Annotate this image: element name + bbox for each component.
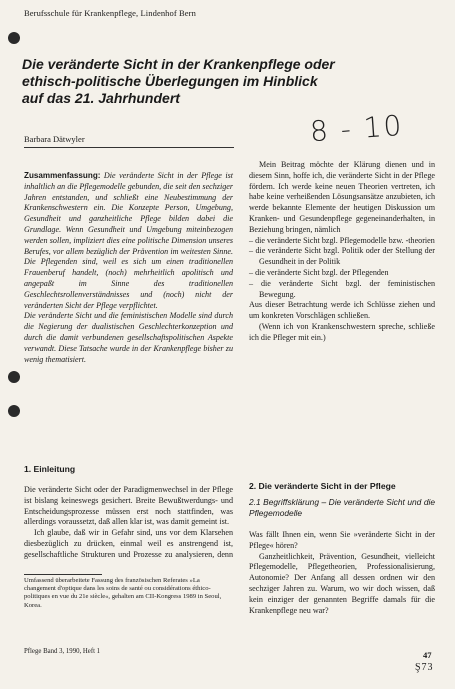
footnote: Umfassend überarbeitete Fassung des französischen Referates »La changement d'optique dans les soins de santé ou considérations éthico-politiques en vue du 21e siècle«, gehalten am CII-Kongress 1989 in Seoul, Korea. (24, 577, 222, 609)
section-1-paragraph-3: Mein Beitrag möchte der Klärung dienen und in diesem Sinn, hoffe ich, die veränderte Sicht in der Pflege fördern. Ich werde keine neuen Theorien vertreten, ich habe keine verheißenden Lösungsansätze anzubieten, ich werde bekannte Elemente der heutigen Diskussion um Kranken- und Gesundenpflege gegeneinanderhalten, in Beziehung bringen, nämlich (249, 160, 435, 234)
section-1-paragraph-4: Aus dieser Betrachtung werde ich Schlüsse ziehen und um konkreten Vorschlägen schließen. (249, 300, 435, 321)
handwritten-page-note: 8 - 10 (308, 108, 405, 149)
punch-hole-icon (8, 405, 20, 417)
punch-hole-icon (8, 32, 20, 44)
page-stamp: Ş73 (415, 662, 434, 673)
section-1-body-left (24, 485, 233, 560)
list-item: – die veränderte Sicht bzgl. der Pflegenden (249, 267, 389, 277)
section-1-paragraph-2: Ich glaube, daß wir in Gefahr sind, uns vor dem Klarsehen diesbezüglich zu drücken, einmal weil es anstrengend ist, gesellschaftliche Strukturen und Prozesse zu analysieren, denn (24, 528, 233, 559)
section-1-heading: 1. Einleitung (24, 464, 76, 474)
section-2-paragraph-2: Ganzheitlichkeit, Prävention, Gesundheit, vielleicht Pflegemodelle, Pflegetheorien, Professionalisierung, Autonomie? Der Anfang all dessen ordnen wir den sechziger Jahren zu. Warum, wo wir doch wissen, daß kein einziger der genannten Begriffe damals für die Krankenpflege neu war? (249, 551, 435, 615)
title-line-1: Die veränderte Sicht in der Krankenpflege oder (22, 56, 335, 72)
title-line-3: auf das 21. Jahrhundert (22, 90, 180, 106)
footnote-divider (24, 574, 102, 575)
section-2-paragraph-1: Was fällt Ihnen ein, wenn Sie »veränderte Sicht in der Pflege« hören? (249, 530, 435, 550)
perspective-list (249, 236, 435, 301)
title-divider (24, 147, 234, 148)
author-name: Barbara Dätwyler (24, 134, 85, 144)
section-1-body-right (249, 160, 435, 344)
section-2-subheading: 2.1 Begriffsklärung – Die veränderte Sicht und die Pflegemodelle (249, 497, 435, 518)
section-1-paragraph-5: (Wenn ich von Krankenschwestern spreche, schließe ich die Pfleger mit ein.) (249, 321, 435, 342)
section-2-heading: 2. Die veränderte Sicht in der Pflege (249, 481, 396, 491)
header-school-line: Berufsschule für Krankenpflege, Lindenhof Bern (24, 8, 196, 18)
abstract-paragraph-2: Die veränderte Sicht und die feministischen Modelle sind durch die Negierung der dualistischen Geschlechterkonzeption und durch die damit verbundenen gesellschaftspolitischen Aspekte verwandt. Diese Tatsache wurde in der Krankenpflege bisher zu wenig thematisiert. (24, 311, 233, 364)
abstract-lead: Zusammenfassung: (24, 171, 101, 180)
page-number: 47 (423, 650, 432, 660)
journal-reference: Pflege Band 3, 1990, Heft 1 (24, 648, 101, 655)
article-title (22, 56, 382, 107)
list-item: – die veränderte Sicht bzgl. Pflegemodelle bzw. -theorien (249, 235, 435, 245)
list-item: – die veränderte Sicht bzgl. Politik oder der Stellung der Gesundheit in der Politik (249, 246, 435, 267)
punch-hole-icon (8, 371, 20, 383)
section-2-body (249, 530, 435, 616)
abstract-block (24, 171, 233, 365)
list-item: – die veränderte Sicht bzgl. der feministischen Bewegung. (249, 278, 435, 299)
abstract-paragraph-1: Die veränderte Sicht in der Pflege ist inhaltlich an die Pflegemodelle gebunden, die seit den sechziger Jahren entstanden, und schließt eine Neubestimmung der Krankenschwestern ein. Die Konzepte Person, Umgebung, Gesundheit und ganzheitliche Pflege bilden dabei die Grundlage. Wenn Gesundheit und Umgebung miteinbezogen werden sollen, impliziert dies eine politische Dimension unseres Berufes, vor allem bezüglich der Prävention im weitesten Sinne. Die Pflegenden sind, weil es sich um einen traditionellen Frauenberuf handelt, (noch) mehrheitlich apolitisch und angepaßt im Sinne des traditionellen Geschlechtsrollenverständnisses und (noch) nicht der veränderten Sicht der Pflege verpflichtet. (24, 171, 233, 310)
title-line-2: ethisch-politische Überlegungen im Hinblick (22, 73, 318, 89)
section-1-paragraph-1: Die veränderte Sicht oder der Paradigmenwechsel in der Pflege ist bislang keineswegs gesichert. Breite Bewußtwerdungs- und Entscheidungsprozesse müssen erst noch stattfinden, was allerdings voraussetzt, daß allen klar ist, was damit gemeint ist. (24, 485, 233, 527)
